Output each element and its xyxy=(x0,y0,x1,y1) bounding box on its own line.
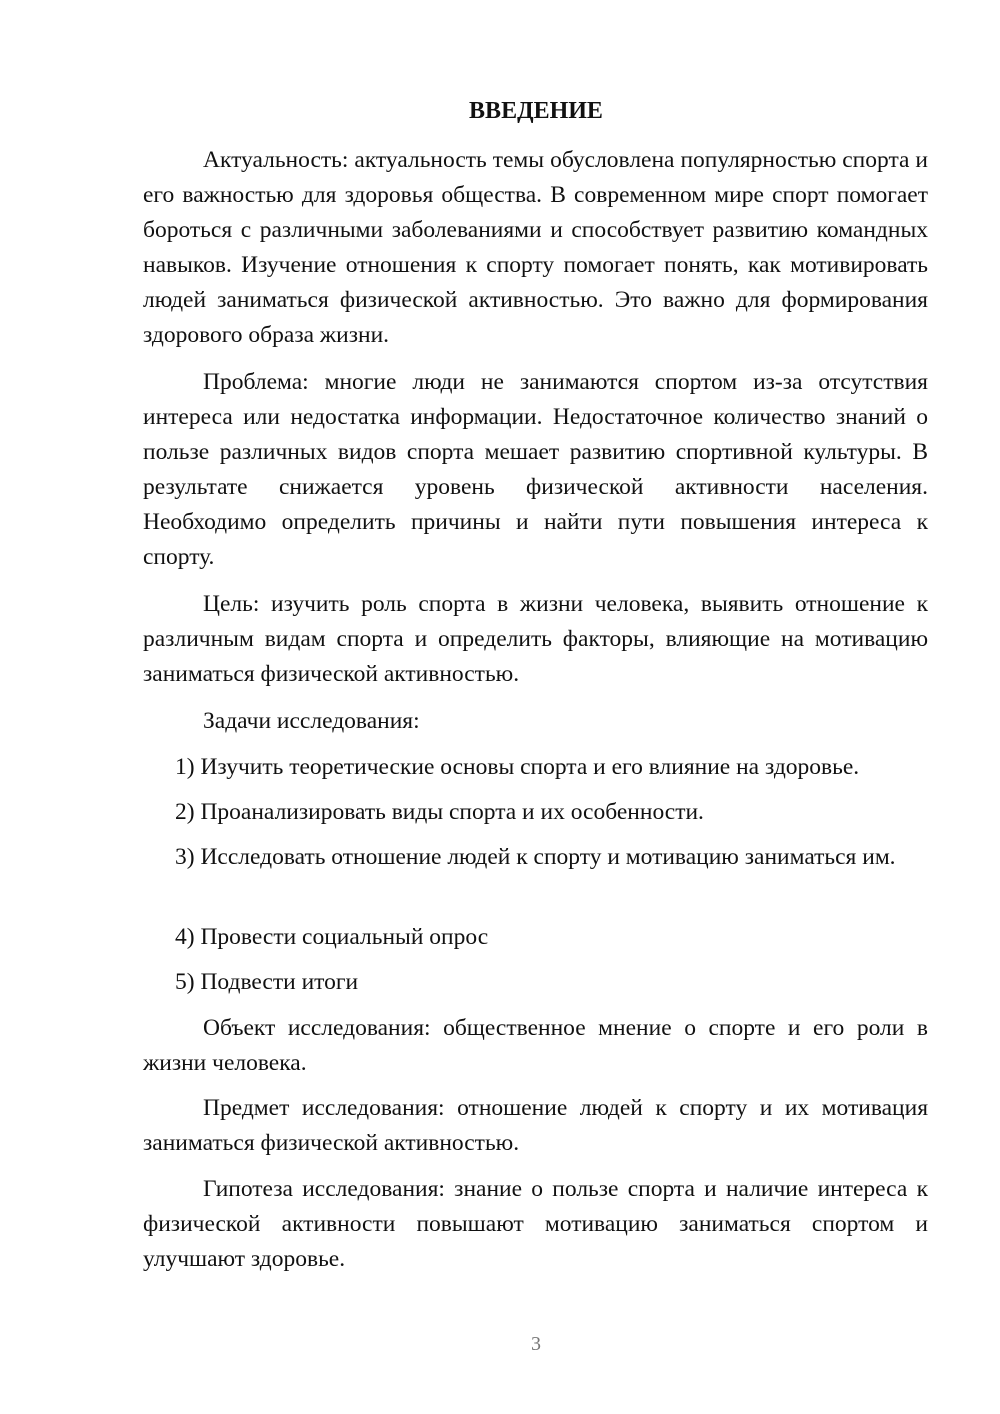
goal-paragraph: Цель: изучить роль спорта в жизни человека, выявить отношение к различным видам спорта и определить факторы, влияющие на мотивацию заниматься физической активностью. xyxy=(143,591,928,687)
page-number: 3 xyxy=(531,1333,541,1355)
subject-paragraph: Предмет исследования: отношение людей к спорту и их мотивация заниматься физической активностью. xyxy=(143,1095,928,1156)
task-list-item: 1) Изучить теоретические основы спорта и его влияние на здоровье. xyxy=(175,754,860,780)
object-paragraph: Объект исследования: общественное мнение о спорте и его роли в жизни человека. xyxy=(143,1015,928,1076)
task-list-item: 2) Проанализировать виды спорта и их особенности. xyxy=(175,799,704,825)
tasks-heading: Задачи исследования: xyxy=(203,708,420,734)
relevance-paragraph: Актуальность: актуальность темы обусловлена популярностью спорта и его важностью для здоровья общества. В современном мире спорт помогает бороться с различными заболеваниями и способствует развитию командных навыков. Изучение отношения к спорту помогает понять, как мотивировать людей заниматься физической активностью. Это важно для формирования здорового образа жизни. xyxy=(143,147,928,348)
problem-paragraph: Проблема: многие люди не занимаются спортом из-за отсутствия интереса или недостатка информации. Недостаточное количество знаний о пользе различных видов спорта мешает развитию спортивной культуры. В результате снижается уровень физической активности населения. Необходимо определить причины и найти пути повышения интереса к спорту. xyxy=(143,369,928,570)
task-list-item: 3) Исследовать отношение людей к спорту и мотивацию заниматься им. xyxy=(175,844,896,870)
task-list-item: 4) Провести социальный опрос xyxy=(175,924,489,950)
hypothesis-paragraph: Гипотеза исследования: знание о пользе спорта и наличие интереса к физической активности повышают мотивацию заниматься спортом и улучшают здоровье. xyxy=(143,1176,928,1272)
task-list-item: 5) Подвести итоги xyxy=(175,969,359,995)
section-title: ВВЕДЕНИЕ xyxy=(469,98,603,124)
